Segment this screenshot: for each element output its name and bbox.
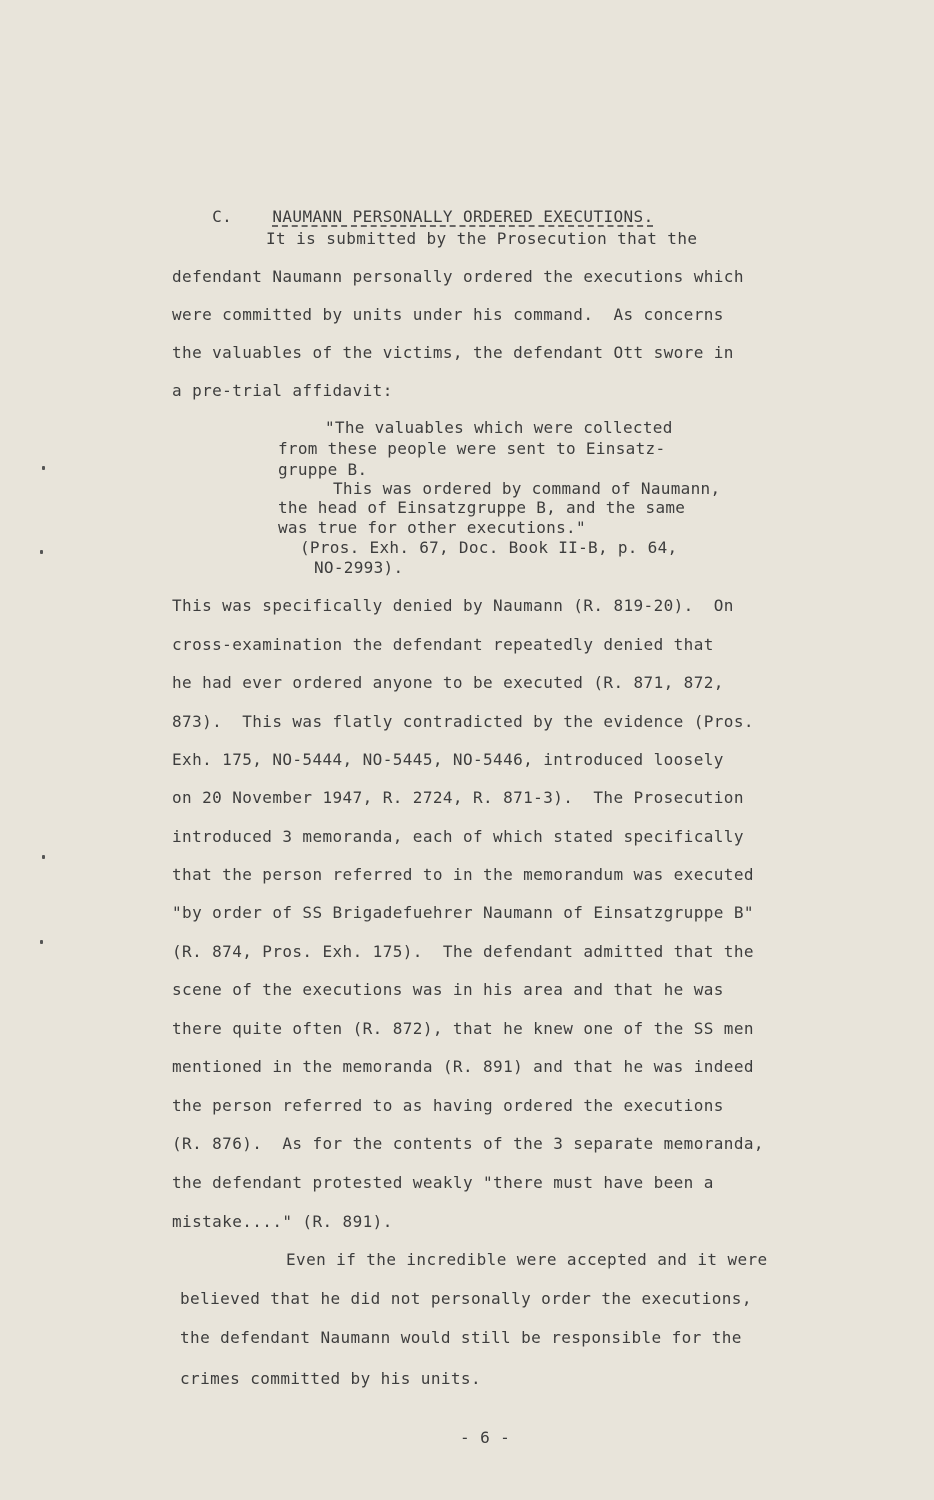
quote-citation: (Pros. Exh. 67, Doc. Book II-B, p. 64,: [300, 538, 678, 557]
section-letter: C.: [212, 207, 233, 226]
para2-line: cross-examination the defendant repeatedly denied that: [172, 635, 714, 654]
para1-line: the valuables of the victims, the defendant Ott swore in: [172, 343, 734, 362]
quote-line: gruppe B.: [278, 460, 368, 479]
para2-line: that the person referred to in the memorandum was executed: [172, 865, 754, 884]
para3-line: the defendant Naumann would still be responsible for the: [180, 1328, 742, 1347]
quote-line: This was ordered by command of Naumann,: [333, 479, 721, 498]
quote-line: the head of Einsatzgruppe B, and the same: [278, 498, 686, 517]
para2-line: he had ever ordered anyone to be executed (R. 871, 872,: [172, 673, 724, 692]
para2-line: scene of the executions was in his area and that he was: [172, 980, 724, 999]
para2-line: mistake...." (R. 891).: [172, 1212, 393, 1231]
scan-mark: [42, 466, 45, 470]
scan-mark: [40, 940, 43, 944]
para2-line: This was specifically denied by Naumann (R. 819-20). On: [172, 596, 734, 615]
para1-line: a pre-trial affidavit:: [172, 381, 393, 400]
para2-line: mentioned in the memoranda (R. 891) and that he was indeed: [172, 1057, 754, 1076]
para2-line: introduced 3 memoranda, each of which stated specifically: [172, 827, 744, 846]
scan-mark: [42, 855, 45, 859]
para3-line: believed that he did not personally order the executions,: [180, 1289, 752, 1308]
para3-line: crimes committed by his units.: [180, 1369, 481, 1388]
para2-line: Exh. 175, NO-5444, NO-5445, NO-5446, introduced loosely: [172, 750, 724, 769]
para2-line: "by order of SS Brigadefuehrer Naumann of Einsatzgruppe B": [172, 903, 754, 922]
para3-line: Even if the incredible were accepted and it were: [286, 1250, 768, 1269]
para2-line: on 20 November 1947, R. 2724, R. 871-3). The Prosecution: [172, 788, 744, 807]
quote-citation: NO-2993).: [314, 558, 404, 577]
para2-line: the person referred to as having ordered the executions: [172, 1096, 724, 1115]
para2-line: the defendant protested weakly "there must have been a: [172, 1173, 714, 1192]
para2-line: 873). This was flatly contradicted by the evidence (Pros.: [172, 712, 754, 731]
quote-line: "The valuables which were collected: [325, 418, 673, 437]
section-title: NAUMANN PERSONALLY ORDERED EXECUTIONS.: [272, 207, 654, 226]
para1-line: It is submitted by the Prosecution that the: [266, 229, 698, 248]
para2-line: there quite often (R. 872), that he knew one of the SS men: [172, 1019, 754, 1038]
page-number: - 6 -: [460, 1428, 511, 1447]
para2-line: (R. 876). As for the contents of the 3 separate memoranda,: [172, 1134, 764, 1153]
para2-line: (R. 874, Pros. Exh. 175). The defendant admitted that the: [172, 942, 754, 961]
quote-line: was true for other executions.": [278, 518, 586, 537]
quote-line: from these people were sent to Einsatz-: [278, 439, 666, 458]
scan-mark: [40, 550, 43, 554]
para1-line: defendant Naumann personally ordered the executions which: [172, 267, 744, 286]
para1-line: were committed by units under his command. As concerns: [172, 305, 724, 324]
